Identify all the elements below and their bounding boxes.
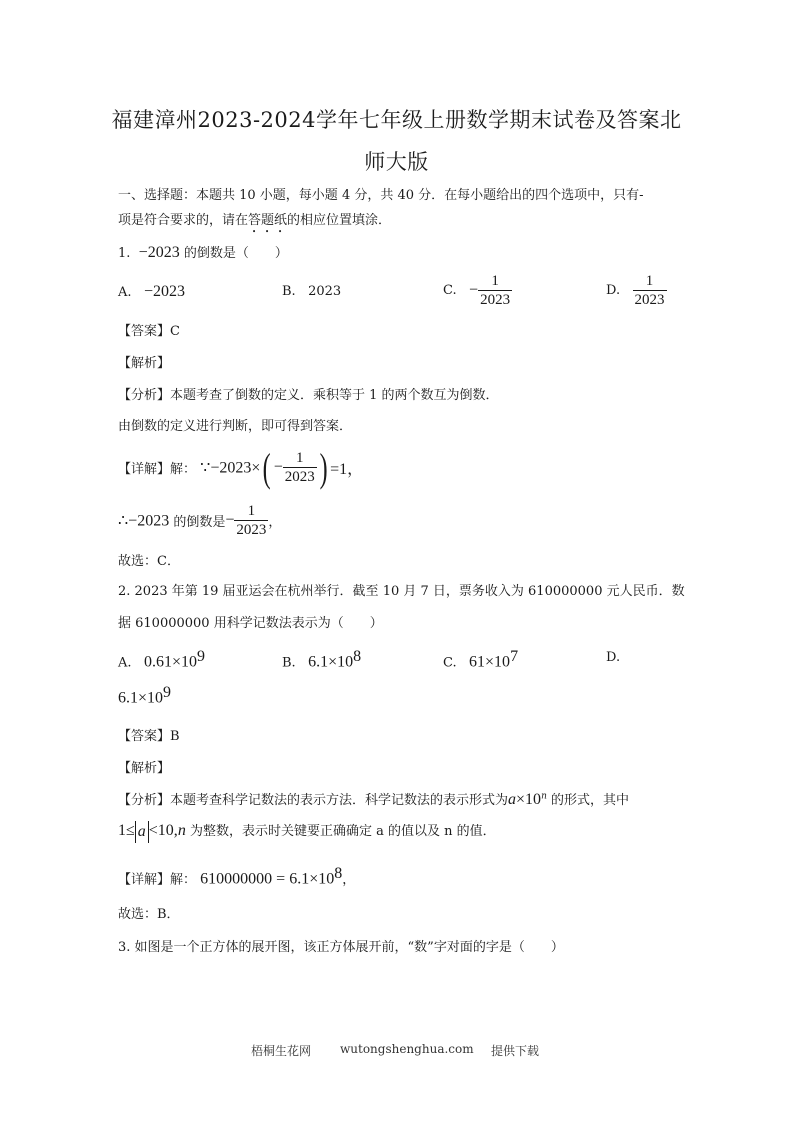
q2-choose: 故选：B． [118,907,180,922]
therefore-expr: ∴−2023 [118,512,170,530]
q1-fenxi-line2: 由倒数的定义进行判断，即可得到答案． [118,419,353,434]
q1-detail [118,444,363,491]
q1-option-c [443,272,512,309]
q2-stem-line1: 2. 2023 年第 19 届亚运会在杭州举行．截至 10 月 7 日，票务收入为 610000000 元人民币．数 [118,584,685,599]
therefore-text: 的倒数是 [173,515,226,530]
q2-detail [118,865,355,888]
q2-option-b [282,648,361,671]
q1-option-a [118,283,185,301]
footer-provide: 提供下载 [491,1044,540,1058]
option-label: A. [118,655,132,671]
cond-text: 为整数，表示时关键要正确确定 a 的值以及 n 的值． [189,824,496,839]
fenxi-tag: 【分析】 [118,388,171,403]
detail-prefix: 解： [170,872,197,888]
detail-expr-end: =1， [330,461,364,478]
q2-answer [118,725,180,744]
q2-option-c [443,648,518,671]
fenxi-text: 本题考查科学记数法的表示方法．科学记数法的表示形式为 [170,793,509,808]
formula-exp: n [541,791,547,802]
cond-pre: 1≤ [118,822,135,839]
numerator: 1 [645,273,654,289]
q1-fenxi [118,384,499,403]
option-label: B. [282,655,296,671]
punctuation: ， [342,872,356,888]
q1-option-d [606,272,667,309]
option-label: A. [118,285,132,300]
punctuation: ， [268,515,282,530]
cond-post: <10, [148,822,178,839]
q1-stem-text: 的倒数是（ ） [183,246,288,261]
section-intro-text: 项是符合要求的，请在 [118,213,249,228]
detail-prefix: 解： [170,462,197,477]
minus-sign: − [273,458,283,476]
section-intro-line2 [118,209,391,236]
denominator: 2023 [634,292,665,308]
section-intro-line1: 一、选择题：本题共 10 小题，每小题 4 分，共 40 分．在每小题给出的四个选项中，只有- [118,188,644,203]
q1-expr: −2023 [138,244,180,261]
q2-stem-line2: 据 610000000 用科学记数法表示为（ ） [118,616,383,631]
document-title-line1: 福建漳州2023-2024学年七年级上册数学期末试卷及答案北 [111,108,682,132]
answer-tag: 【答案】 [118,729,171,744]
q2-option-a [118,648,205,671]
left-paren: ( [263,445,272,490]
option-label: C. [443,283,457,298]
minus-sign: − [469,281,479,299]
answer-value: C [170,324,180,339]
numerator: 1 [491,273,499,289]
fenxi-text-end: 的形式，其中 [551,793,630,808]
exponent: 7 [510,648,519,665]
document-title-line2: 师大版 [364,150,429,174]
option-label: B. [282,284,296,299]
fraction [234,502,268,539]
q1-analysis-tag: 【解析】 [118,356,171,371]
option-value: 61×10 [469,653,511,671]
detail-tag: 【详解】 [118,462,171,477]
q1-answer [118,320,180,339]
q1-therefore [118,502,281,539]
option-value: 6.1×10 [308,653,354,671]
q2-condition [118,820,496,843]
q1-stem [118,242,288,262]
q2-option-d-label: D. [606,650,621,665]
option-value: 2023 [308,284,342,299]
exponent: 8 [353,648,362,665]
section-intro-text-end: 的相应位置填涂． [287,213,392,228]
numerator: 1 [247,503,256,519]
exponent: 9 [163,684,172,701]
right-paren: ) [319,445,328,490]
fenxi-text: 本题考查了倒数的定义．乘积等于 1 的两个数互为倒数． [170,388,499,403]
minus-sign: − [225,511,235,529]
option-label: C. [443,655,457,671]
denominator: 2023 [480,292,511,308]
numerator: 1 [296,450,304,466]
exponent: 8 [334,865,343,882]
fraction [283,449,317,486]
exponent: 9 [196,648,205,665]
q3-stem: 3. 如图是一个正方体的展开图，该正方体展开前，“数”字对面的字是（ ） [118,940,564,955]
q2-option-d-value [118,684,171,707]
detail-tag: 【详解】 [118,872,171,888]
detail-expr: ∵−2023× [200,459,261,477]
fenxi-tag: 【分析】 [118,793,171,808]
denominator: 2023 [236,522,267,538]
q1-number: 1. [118,246,131,261]
footer-url[interactable]: wutongshenghua.com [340,1042,474,1056]
abs-value-a: a [135,821,149,843]
cond-n: n [177,822,186,839]
denominator: 2023 [284,469,315,485]
answer-tag: 【答案】 [118,324,171,339]
answer-value: B [170,729,180,744]
option-value: 6.1×10 [118,689,164,707]
q1-option-b [282,284,341,299]
option-value: −2023 [143,283,185,300]
option-value: 0.61×10 [143,653,197,671]
q1-choose: 故选：C． [118,554,180,569]
q2-fenxi [118,789,629,809]
fraction [633,272,667,309]
option-label: D. [606,283,621,298]
section-intro-emphasis: 答题纸 [248,213,288,228]
footer-site-name: 梧桐生花网 [251,1044,312,1058]
formula-mid: ×10 [516,791,542,808]
formula-a: a [508,791,517,808]
fraction [478,272,512,309]
detail-expr: 610000000 = 6.1×10 [200,870,335,888]
q2-analysis-tag: 【解析】 [118,761,171,776]
